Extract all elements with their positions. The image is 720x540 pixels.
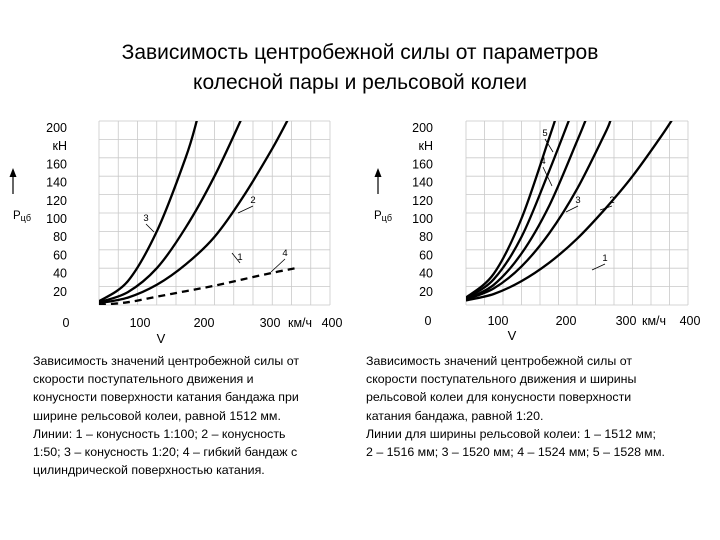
curve-label-2: 2 [609, 195, 615, 206]
x-tick-label: 300 [259, 316, 281, 330]
y-tick-label: 200 [46, 121, 67, 135]
x-tick-label: 300 [615, 314, 637, 328]
x-tick-label: 400 [321, 316, 343, 330]
caption-line: ширине рельсовой колеи, равной 1512 мм. [33, 408, 281, 423]
chart-left [10, 116, 343, 346]
x-tick-label: 400 [679, 314, 701, 328]
curve-labels [143, 195, 287, 272]
y-axis-label-sub: цб [381, 213, 392, 223]
chart-right [374, 121, 700, 343]
caption-line: Линии: 1 – конусность 1:100; 2 – конусность [33, 426, 286, 441]
series-line-2 [99, 121, 241, 302]
caption-line: Зависимость значений центробежной силы от [366, 354, 633, 368]
curve-label-4: 4 [540, 156, 546, 167]
y-tick-label: 20 [419, 284, 433, 299]
caption-line: 2 – 1516 мм; 3 – 1520 мм; 4 – 1524 мм; 5 – 1528 мм. [366, 445, 665, 460]
y-tick-label: 40 [53, 266, 67, 281]
x-tick-label: км/ч [287, 316, 313, 330]
y-tick-label: кН [418, 139, 433, 154]
title-line-1: Зависимость центробежной силы от параметров [121, 41, 599, 64]
x-tick-label: 200 [193, 316, 215, 330]
caption-line: 1:50; 3 – конусность 1:20; 4 – гибкий бандаж с [33, 445, 298, 460]
y-tick-label: 200 [412, 121, 433, 135]
y-tick-label: 40 [419, 266, 433, 281]
y-tick-labels [412, 121, 433, 299]
y-tick-label: 100 [46, 212, 67, 226]
x-tick-label: 0 [424, 314, 432, 328]
curve-leader [146, 224, 154, 232]
series-line-1 [99, 116, 290, 303]
y-axis-label-sub: цб [20, 213, 31, 223]
curve-label-1: 1 [602, 253, 608, 264]
series-line-3 [99, 119, 197, 301]
x-tick-label: км/ч [641, 314, 667, 328]
y-tick-label: 160 [412, 157, 433, 172]
caption-right [366, 352, 665, 461]
y-axis-label [13, 210, 31, 223]
caption-line: скорости поступательного движения и ширины [366, 372, 637, 387]
curve-leader [238, 206, 253, 213]
caption-line: скорости поступательного движения и [33, 372, 254, 387]
y-axis-label-main: P [13, 210, 21, 222]
curve-label-1: 1 [237, 252, 243, 263]
y-tick-label: 160 [46, 157, 67, 172]
series-group [99, 116, 295, 305]
curve-label-2: 2 [250, 195, 256, 206]
x-tick-label: 100 [129, 316, 151, 330]
caption-line: цилиндрической поверхностью катания. [33, 463, 265, 478]
curve-label-4: 4 [282, 248, 288, 259]
x-tick-labels [425, 314, 701, 328]
x-tick-label: 200 [555, 314, 577, 328]
y-tick-label: 100 [412, 212, 433, 226]
y-tick-label: 140 [412, 175, 433, 190]
grid [466, 121, 688, 305]
y-tick-label: 80 [53, 230, 67, 245]
x-tick-label: 0 [62, 316, 70, 330]
x-tick-label: 100 [487, 314, 509, 328]
curve-label-5: 5 [542, 128, 548, 139]
y-tick-labels [46, 121, 67, 299]
curve-label-3: 3 [575, 195, 581, 206]
y-tick-label: 120 [412, 193, 433, 208]
x-tick-labels [63, 316, 343, 330]
caption-line: конусности поверхности катания бандажа при [33, 390, 299, 405]
grid [99, 121, 330, 305]
x-axis-label: V [156, 331, 166, 346]
curve-leader [592, 264, 605, 270]
y-tick-label: 20 [53, 284, 67, 299]
y-tick-label: 140 [46, 175, 67, 190]
y-tick-label: кН [52, 139, 67, 154]
y-axis-label [374, 210, 392, 223]
y-axis-label-main: P [374, 210, 382, 222]
y-tick-label: 60 [53, 248, 67, 263]
caption-line: катания бандажа, равной 1:20. [366, 408, 544, 423]
caption-line: Зависимость значений центробежной силы от [33, 354, 300, 368]
series-line-5 [466, 121, 555, 298]
curve-label-3: 3 [143, 213, 149, 224]
y-tick-label: 120 [46, 193, 67, 208]
caption-line: Линии для ширины рельсовой колеи: 1 – 1512 мм; [366, 426, 656, 441]
series-line-2 [466, 121, 610, 300]
curve-leader [271, 259, 285, 272]
caption-line: рельсовой колеи для конусности поверхности [366, 390, 632, 405]
y-tick-label: 60 [419, 248, 433, 263]
x-axis-label: V [507, 328, 517, 343]
caption-left [33, 352, 299, 479]
y-axis-arrowhead [10, 168, 17, 177]
y-axis-arrowhead [375, 168, 382, 177]
title-line-2: колесной пары и рельсовой колеи [193, 71, 527, 94]
y-tick-label: 80 [419, 230, 433, 245]
